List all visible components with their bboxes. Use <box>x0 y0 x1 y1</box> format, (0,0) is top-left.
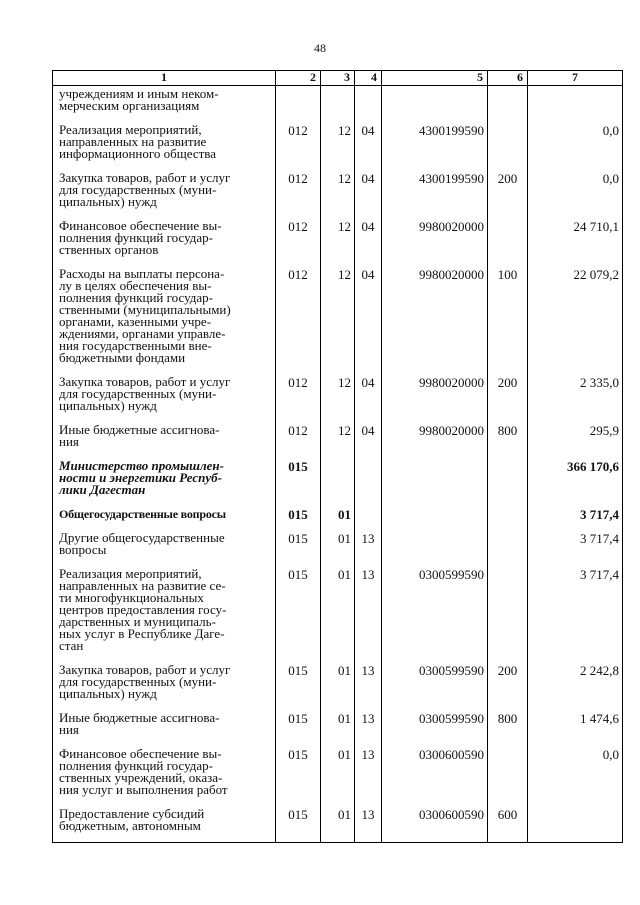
subsection-code-cell <box>355 458 382 506</box>
subsection-code-cell: 04 <box>355 266 382 374</box>
subsection-code-cell: 13 <box>355 566 382 662</box>
subsection-code-cell: 04 <box>355 218 382 266</box>
ministry-code-cell: 012 <box>276 374 321 422</box>
column-header-1: 1 <box>53 71 276 86</box>
section-code-cell: 01 <box>321 806 355 843</box>
target-article-cell: 9980020000 <box>382 374 488 422</box>
expense-type-cell: 800 <box>488 710 528 746</box>
target-article-cell: 0300599590 <box>382 566 488 662</box>
table-header-row <box>53 71 623 86</box>
amount-cell <box>528 86 623 123</box>
section-code-cell: 12 <box>321 218 355 266</box>
section-code-cell: 12 <box>321 422 355 458</box>
amount-cell: 2 335,0 <box>528 374 623 422</box>
expense-type-cell <box>488 530 528 566</box>
table-row <box>53 170 623 218</box>
column-header-4: 4 <box>355 71 382 86</box>
table-row <box>53 458 623 506</box>
section-code-cell: 12 <box>321 266 355 374</box>
section-code-cell: 01 <box>321 506 355 530</box>
row-name-cell: Закупка товаров, работ и услуг для государственных (муни- ципальных) нужд <box>53 374 276 422</box>
subsection-code-cell: 04 <box>355 422 382 458</box>
ministry-code-cell: 012 <box>276 218 321 266</box>
section-code-cell: 01 <box>321 746 355 806</box>
expense-type-cell <box>488 746 528 806</box>
subsection-code-cell: 04 <box>355 122 382 170</box>
row-name-cell: Реализация мероприятий, направленных на развитие информационного общества <box>53 122 276 170</box>
amount-cell: 2 242,8 <box>528 662 623 710</box>
table-row <box>53 374 623 422</box>
table-row <box>53 710 623 746</box>
expense-type-cell <box>488 458 528 506</box>
row-name-cell: Общегосударственные вопросы <box>53 506 276 530</box>
amount-cell: 24 710,1 <box>528 218 623 266</box>
subsection-code-cell: 13 <box>355 662 382 710</box>
target-article-cell: 0300600590 <box>382 806 488 843</box>
row-name-cell: Закупка товаров, работ и услуг для государственных (муни- ципальных) нужд <box>53 662 276 710</box>
ministry-code-cell: 012 <box>276 266 321 374</box>
section-code-cell <box>321 458 355 506</box>
budget-table <box>52 70 623 843</box>
row-name-cell: Другие общегосударственные вопросы <box>53 530 276 566</box>
subsection-code-cell: 13 <box>355 530 382 566</box>
ministry-code-cell: 015 <box>276 566 321 662</box>
row-name-cell: Расходы на выплаты персона- лу в целях обеспечения вы- полнения функций государ- ственными (муниципальными) органами, казенными учре- ждениями, органами управле- ния государственными вне- бюджетными фондами <box>53 266 276 374</box>
column-header-5: 5 <box>382 71 488 86</box>
ministry-code-cell: 012 <box>276 422 321 458</box>
amount-cell: 1 474,6 <box>528 710 623 746</box>
expense-type-cell: 200 <box>488 374 528 422</box>
subsection-code-cell <box>355 506 382 530</box>
row-name-cell: Иные бюджетные ассигнова- ния <box>53 710 276 746</box>
row-name-cell: Финансовое обеспечение вы- полнения функций государ- ственных органов <box>53 218 276 266</box>
section-code-cell: 01 <box>321 662 355 710</box>
table-row <box>53 746 623 806</box>
expense-type-cell <box>488 506 528 530</box>
target-article-cell: 9980020000 <box>382 218 488 266</box>
row-name-cell: Финансовое обеспечение вы- полнения функций государ- ственных учреждений, оказа- ния услуг и выполнения работ <box>53 746 276 806</box>
amount-cell: 22 079,2 <box>528 266 623 374</box>
table-row <box>53 266 623 374</box>
expense-type-cell <box>488 566 528 662</box>
table-row <box>53 422 623 458</box>
target-article-cell: 9980020000 <box>382 266 488 374</box>
expense-type-cell <box>488 122 528 170</box>
target-article-cell: 4300199590 <box>382 170 488 218</box>
column-header-7: 7 <box>528 71 623 86</box>
ministry-code-cell: 015 <box>276 662 321 710</box>
target-article-cell: 9980020000 <box>382 422 488 458</box>
table-row <box>53 806 623 843</box>
expense-type-cell: 800 <box>488 422 528 458</box>
table-row <box>53 218 623 266</box>
subsection-code-cell: 13 <box>355 746 382 806</box>
subsection-code-cell <box>355 86 382 123</box>
row-name-cell: учреждениям и иным неком- мерческим организациям <box>53 86 276 123</box>
amount-cell: 366 170,6 <box>528 458 623 506</box>
section-code-cell: 12 <box>321 170 355 218</box>
page-number: 48 <box>314 41 326 55</box>
section-code-cell: 01 <box>321 566 355 662</box>
ministry-code-cell: 015 <box>276 506 321 530</box>
ministry-code-cell: 015 <box>276 458 321 506</box>
ministry-code-cell <box>276 86 321 123</box>
section-code-cell: 12 <box>321 122 355 170</box>
target-article-cell <box>382 530 488 566</box>
table-row <box>53 530 623 566</box>
target-article-cell: 0300600590 <box>382 746 488 806</box>
row-name-cell: Закупка товаров, работ и услуг для государственных (муни- ципальных) нужд <box>53 170 276 218</box>
row-name-cell: Реализация мероприятий, направленных на развитие се- ти многофункциональных центров предоставления госу- дарственных и муниципаль- ных услуг в Республике Даге- стан <box>53 566 276 662</box>
target-article-cell <box>382 86 488 123</box>
expense-type-cell <box>488 218 528 266</box>
amount-cell: 3 717,4 <box>528 506 623 530</box>
target-article-cell: 0300599590 <box>382 662 488 710</box>
expense-type-cell: 100 <box>488 266 528 374</box>
section-code-cell: 01 <box>321 710 355 746</box>
column-header-2: 2 <box>276 71 321 86</box>
ministry-code-cell: 015 <box>276 746 321 806</box>
row-name-cell: Иные бюджетные ассигнова- ния <box>53 422 276 458</box>
row-name-cell: Предоставление субсидий бюджетным, автономным <box>53 806 276 843</box>
amount-cell: 0,0 <box>528 170 623 218</box>
ministry-code-cell: 015 <box>276 806 321 843</box>
expense-type-cell <box>488 86 528 123</box>
subsection-code-cell: 04 <box>355 374 382 422</box>
amount-cell: 0,0 <box>528 122 623 170</box>
subsection-code-cell: 13 <box>355 710 382 746</box>
target-article-cell: 4300199590 <box>382 122 488 170</box>
section-code-cell: 01 <box>321 530 355 566</box>
expense-type-cell: 200 <box>488 170 528 218</box>
subsection-code-cell: 04 <box>355 170 382 218</box>
table-row <box>53 566 623 662</box>
expense-type-cell: 200 <box>488 662 528 710</box>
expense-type-cell: 600 <box>488 806 528 843</box>
table-row <box>53 86 623 123</box>
subsection-code-cell: 13 <box>355 806 382 843</box>
ministry-code-cell: 012 <box>276 122 321 170</box>
target-article-cell <box>382 506 488 530</box>
amount-cell: 295,9 <box>528 422 623 458</box>
column-header-6: 6 <box>488 71 528 86</box>
table-row <box>53 506 623 530</box>
ministry-code-cell: 015 <box>276 530 321 566</box>
ministry-code-cell: 012 <box>276 170 321 218</box>
row-name-cell: Министерство промышлен- ности и энергетики Респуб- лики Дагестан <box>53 458 276 506</box>
table-body <box>53 86 623 843</box>
table-row <box>53 122 623 170</box>
column-header-3: 3 <box>321 71 355 86</box>
section-code-cell <box>321 86 355 123</box>
amount-cell <box>528 806 623 843</box>
amount-cell: 3 717,4 <box>528 566 623 662</box>
target-article-cell <box>382 458 488 506</box>
table-row <box>53 662 623 710</box>
ministry-code-cell: 015 <box>276 710 321 746</box>
target-article-cell: 0300599590 <box>382 710 488 746</box>
amount-cell: 3 717,4 <box>528 530 623 566</box>
amount-cell: 0,0 <box>528 746 623 806</box>
section-code-cell: 12 <box>321 374 355 422</box>
